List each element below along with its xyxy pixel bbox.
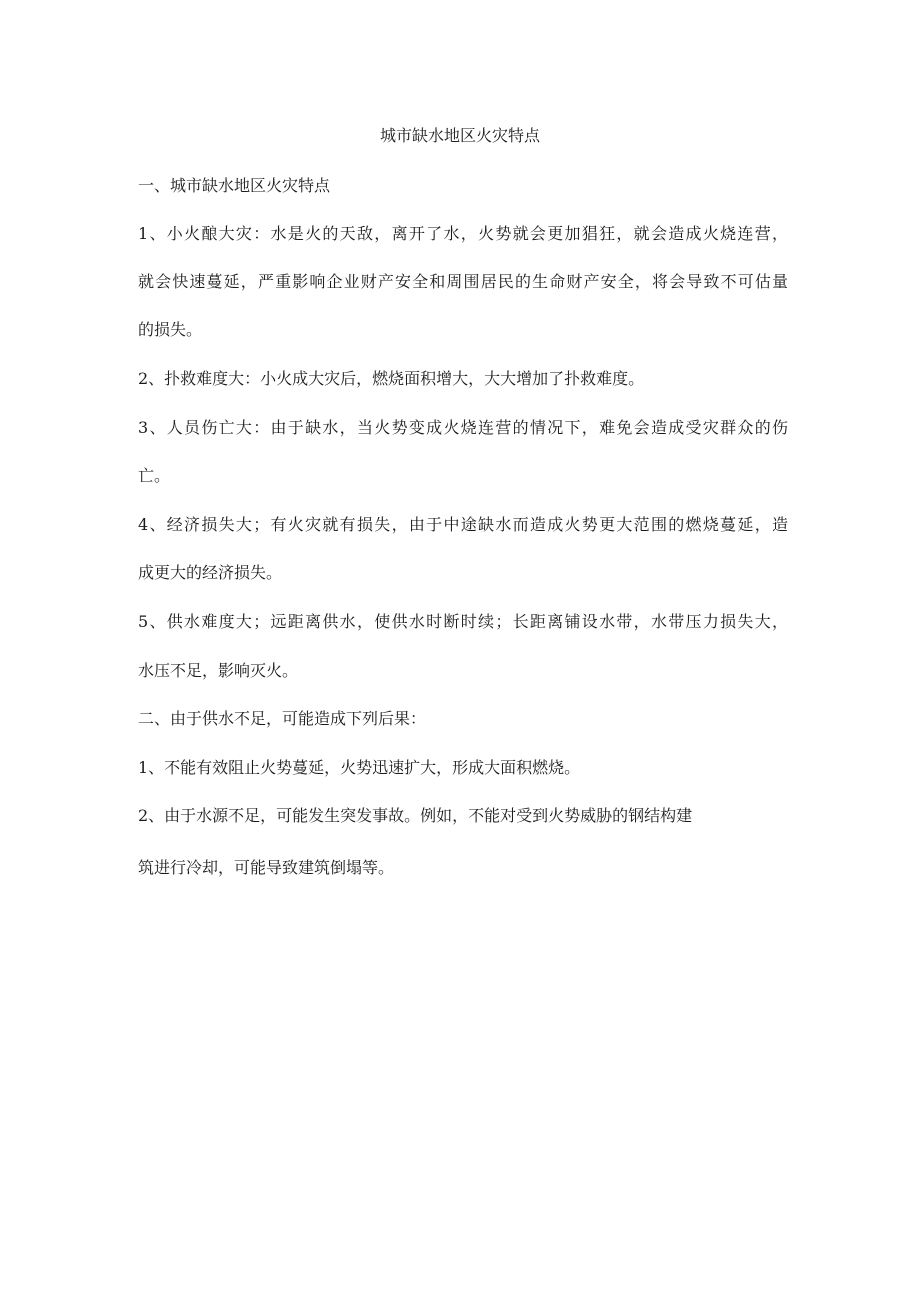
section2-heading: 二、由于供水不足，可能造成下列后果： <box>138 709 427 728</box>
item2-line1: 2、扑救难度大：小火成大灾后，燃烧面积增大，大大增加了扑救难度。 <box>138 369 645 388</box>
item5-line2: 水压不足，影响灭火。 <box>138 661 299 680</box>
item3-line1: 3、人员伤亡大：由于缺水，当火势变成火烧连营的情况下，难免会造成受灾群众的伤 <box>138 418 788 437</box>
sec2-item1-line1: 1、不能有效阻止火势蔓延，火势迅速扩大，形成大面积燃烧。 <box>138 758 581 777</box>
item4-line1: 4、经济损失大；有火灾就有损失，由于中途缺水而造成火势更大范围的燃烧蔓延，造 <box>138 515 788 534</box>
sec2-item2-line2: 筑进行冷却，可能导致建筑倒塌等。 <box>138 858 395 877</box>
item1-line1: 1、小火酿大灾：水是火的天敌，离开了水，火势就会更加猖狂，就会造成火烧连营， <box>138 224 788 243</box>
document-title: 城市缺水地区火灾特点 <box>379 126 540 145</box>
item5-line1: 5、供水难度大；远距离供水，使供水时断时续；长距离铺设水带，水带压力损失大， <box>138 612 788 631</box>
item4-line2: 成更大的经济损失。 <box>138 563 283 582</box>
section1-heading: 一、城市缺水地区火灾特点 <box>138 176 331 195</box>
sec2-item2-line1: 2、由于水源不足，可能发生突发事故。例如，不能对受到火势威胁的钢结构建 <box>138 806 693 825</box>
item1-line2: 就会快速蔓延，严重影响企业财产安全和周围居民的生命财产安全，将会导致不可估量 <box>138 272 788 291</box>
item3-line2: 亡。 <box>138 466 171 485</box>
item1-line3: 的损失。 <box>138 320 203 339</box>
